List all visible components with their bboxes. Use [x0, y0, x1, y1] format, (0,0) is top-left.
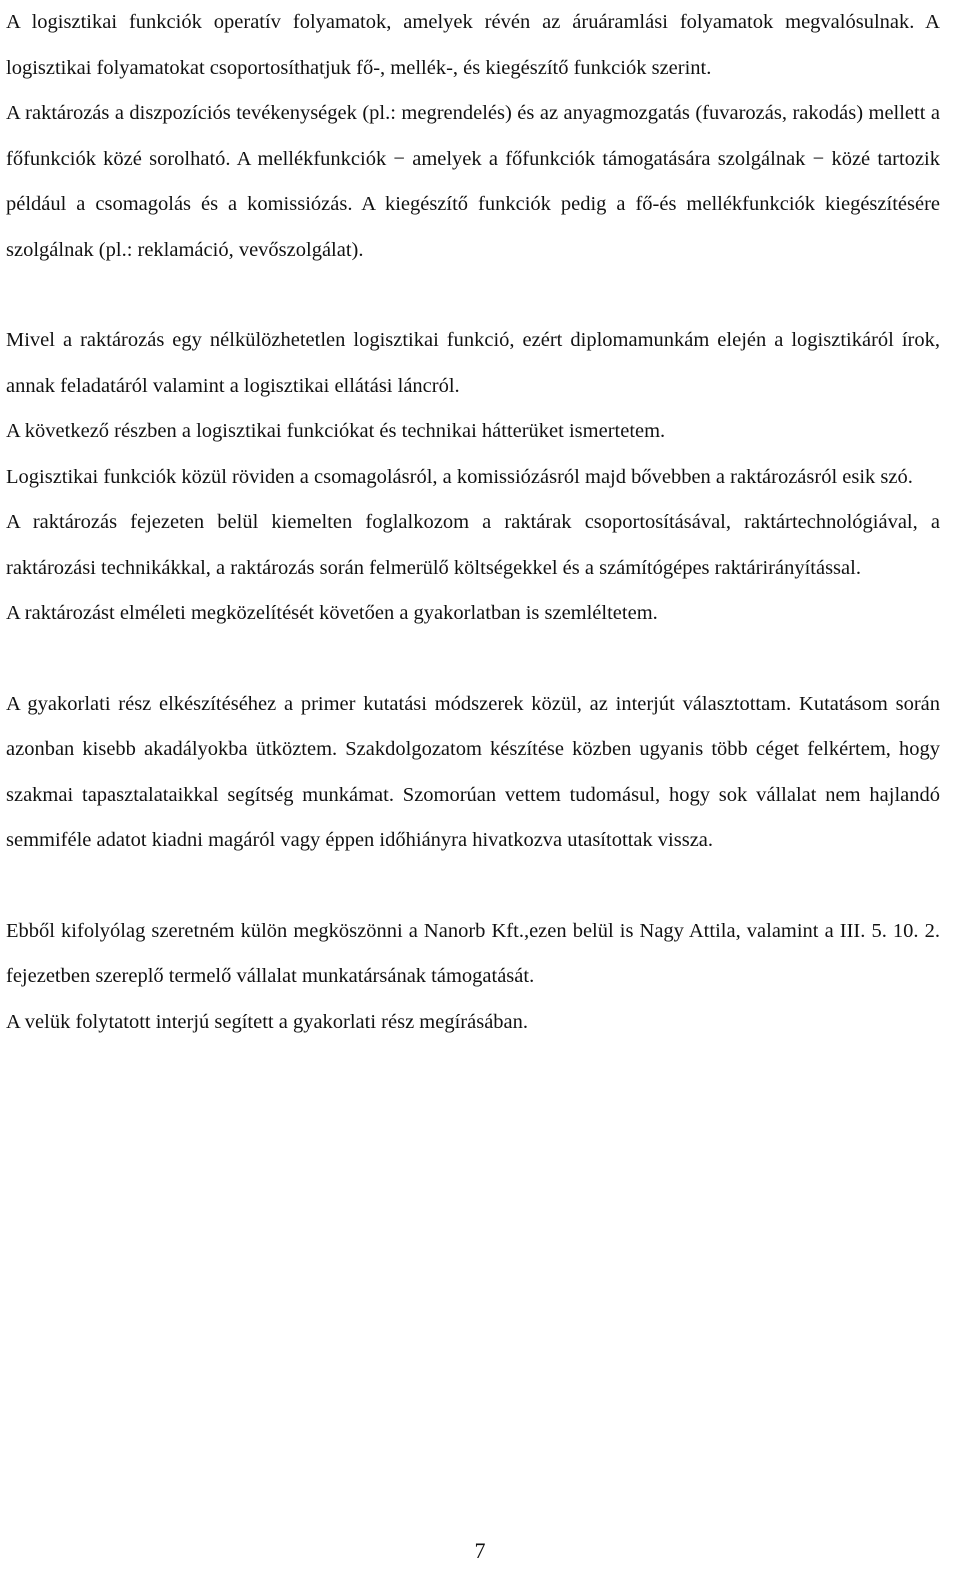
paragraph-research-method: A gyakorlati rész elkészítéséhez a primer kutatási módszerek közül, az interjút választottam. Kutatásom során azonban kisebb akadályokba ütköztem. Szakdolgozatom készítése közben ugyanis több céget felkértem, hogy szakmai tapasztalataikkal segítség munkámat. Szomorúan vettem tudomásul, hogy sok vállalat nem hajlandó semmiféle adatot kiadni magáról vagy éppen időhiányra hivatkozva utasítottak vissza.	[6, 692, 940, 851]
page-number: 7	[474, 1538, 486, 1563]
paragraph-spacer	[6, 273, 940, 318]
paragraph-interview-help: A velük folytatott interjú segített a gyakorlati rész megírásában.	[6, 1010, 529, 1033]
document-page	[6, 0, 940, 1045]
paragraph-logistics-functions: A logisztikai funkciók operatív folyamatok, amelyek révén az áruáramlási folyamatok megvalósulnak. A logisztikai folyamatokat csoportosíthatjuk fő-, mellék-, és kiegészítő funkciók szerint.	[6, 11, 940, 79]
paragraph-spacer	[6, 864, 940, 909]
paragraph-next-section: A következő részben a logisztikai funkciókat és technikai hátterüket ismertetem.	[6, 420, 666, 442]
paragraph-warehousing-chapter: A raktározás fejezeten belül kiemelten foglalkozom a raktárak csoportosításával, raktártechnológiával, a raktározási technikákkal, a raktározás során felmerülő költségekkel és a számítógépes raktárirányítással.	[6, 511, 940, 579]
paragraph-function-groups: A raktározás a diszpozíciós tevékenységek (pl.: megrendelés) és az anyagmozgatás (fuvarozás, rakodás) mellett a főfunkciók közé sorolható. A mellékfunkciók − amelyek a főfunkciók támogatására szolgálnak − közé tartozik például a csomagolás és a komissiózás. A kiegészítő funkciók pedig a fő-és mellékfunkciók kiegészítésére szolgálnak (pl.: reklamáció, vevőszolgálat).	[6, 102, 940, 261]
paragraph-spacer	[6, 637, 940, 682]
paragraph-functions-overview: Logisztikai funkciók közül röviden a csomagolásról, a komissiózásról majd bővebben a raktározásról esik szó.	[6, 465, 913, 488]
paragraph-practice-intro: A raktározást elméleti megközelítését követően a gyakorlatban is szemléltetem.	[6, 602, 658, 624]
paragraph-thesis-intro: Mivel a raktározás egy nélkülözhetetlen logisztikai funkció, ezért diplomamunkám elején a logisztikáról írok, annak feladatáról valamint a logisztikai ellátási láncról.	[6, 329, 940, 397]
paragraph-acknowledgement: Ebből kifolyólag szeretném külön megköszönni a Nanorb Kft.,ezen belül is Nagy Attila, valamint a III. 5. 10. 2. fejezetben szereplő termelő vállalat munkatársának támogatását.	[6, 919, 940, 987]
